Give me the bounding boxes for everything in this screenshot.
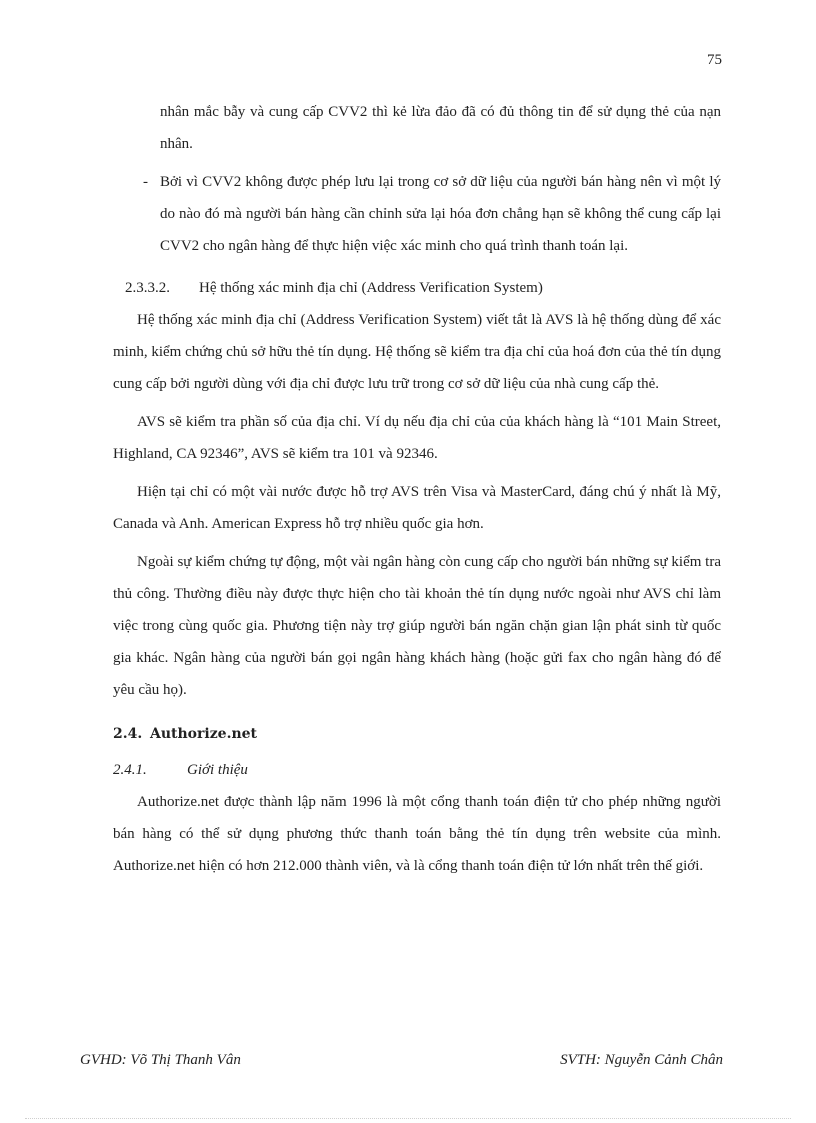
page-content (113, 96, 721, 882)
subsection-title: Hệ thống xác minh địa chỉ (Address Verification System) (199, 280, 543, 296)
footer-student: SVTH: Nguyễn Cảnh Chân (560, 1052, 723, 1068)
subsection-number: 2.3.3.2. (125, 280, 170, 296)
section-heading (113, 718, 721, 750)
subsection-heading (113, 272, 721, 304)
paragraph-avs-countries: Hiện tại chỉ có một vài nước được hỗ trợ AVS trên Visa và MasterCard, đáng chú ý nhất là Mỹ, Canada và Anh. American Express hỗ trợ nhiều quốc gia hơn. (113, 484, 721, 532)
bullet-dash: - (143, 174, 148, 190)
paragraph-avs-definition: Hệ thống xác minh địa chỉ (Address Verification System) viết tắt là AVS là hệ thống dùng để xác minh, kiểm chứng chủ sở hữu thẻ tín dụng. Hệ thống sẽ kiểm tra địa chỉ của hoá đơn của thẻ tín dụng cung cấp bởi người dùng với địa chỉ được lưu trữ trong cơ sở dữ liệu của nhà cung cấp thẻ. (113, 312, 721, 392)
subheading-title: Giới thiệu (187, 762, 248, 778)
section-number: 2.4. (113, 726, 143, 742)
page-number: 75 (707, 52, 722, 68)
section-title: Authorize.net (150, 726, 258, 742)
subheading-number: 2.4.1. (113, 762, 147, 778)
bottom-divider (25, 1118, 791, 1119)
bullet-item (113, 166, 721, 262)
paragraph-manual-check: Ngoài sự kiểm chứng tự động, một vài ngân hàng còn cung cấp cho người bán những sự kiểm tra thủ công. Thường điều này được thực hiện cho tài khoản thẻ tín dụng nước ngoài như AVS chỉ làm việc trong cùng quốc gia. Phương tiện này trợ giúp người bán ngăn chặn gian lận phát sinh từ quốc gia khác. Ngân hàng của người bán gọi ngân hàng khách hàng (hoặc gửi fax cho ngân hàng đó để yêu cầu họ). (113, 554, 721, 698)
footer-advisor: GVHD: Võ Thị Thanh Vân (80, 1052, 241, 1068)
continuation-paragraph: nhân mắc bẫy và cung cấp CVV2 thì kẻ lừa đảo đã có đủ thông tin để sử dụng thẻ của nạn nhân. (160, 104, 721, 152)
paragraph-authorize-intro: Authorize.net được thành lập năm 1996 là một cổng thanh toán điện tử cho phép những người bán hàng có thể sử dụng phương thức thanh toán bằng thẻ tín dụng trên website của mình. Authorize.net hiện có hơn 212.000 thành viên, và là cổng thanh toán điện tử lớn nhất trên thế giới. (113, 794, 721, 874)
bullet-text: Bởi vì CVV2 không được phép lưu lại trong cơ sở dữ liệu của người bán hàng nên vì một lý do nào đó mà người bán hàng cần chỉnh sửa lại hóa đơn chẳng hạn sẽ không thể cung cấp lại CVV2 cho ngân hàng để thực hiện việc xác minh cho quá trình thanh toán lại. (160, 174, 721, 254)
subheading (113, 754, 721, 786)
paragraph-avs-example: AVS sẽ kiểm tra phần số của địa chỉ. Ví dụ nếu địa chỉ của của khách hàng là “101 Main Street, Highland, CA 92346”, AVS sẽ kiểm tra 101 và 92346. (113, 414, 721, 462)
